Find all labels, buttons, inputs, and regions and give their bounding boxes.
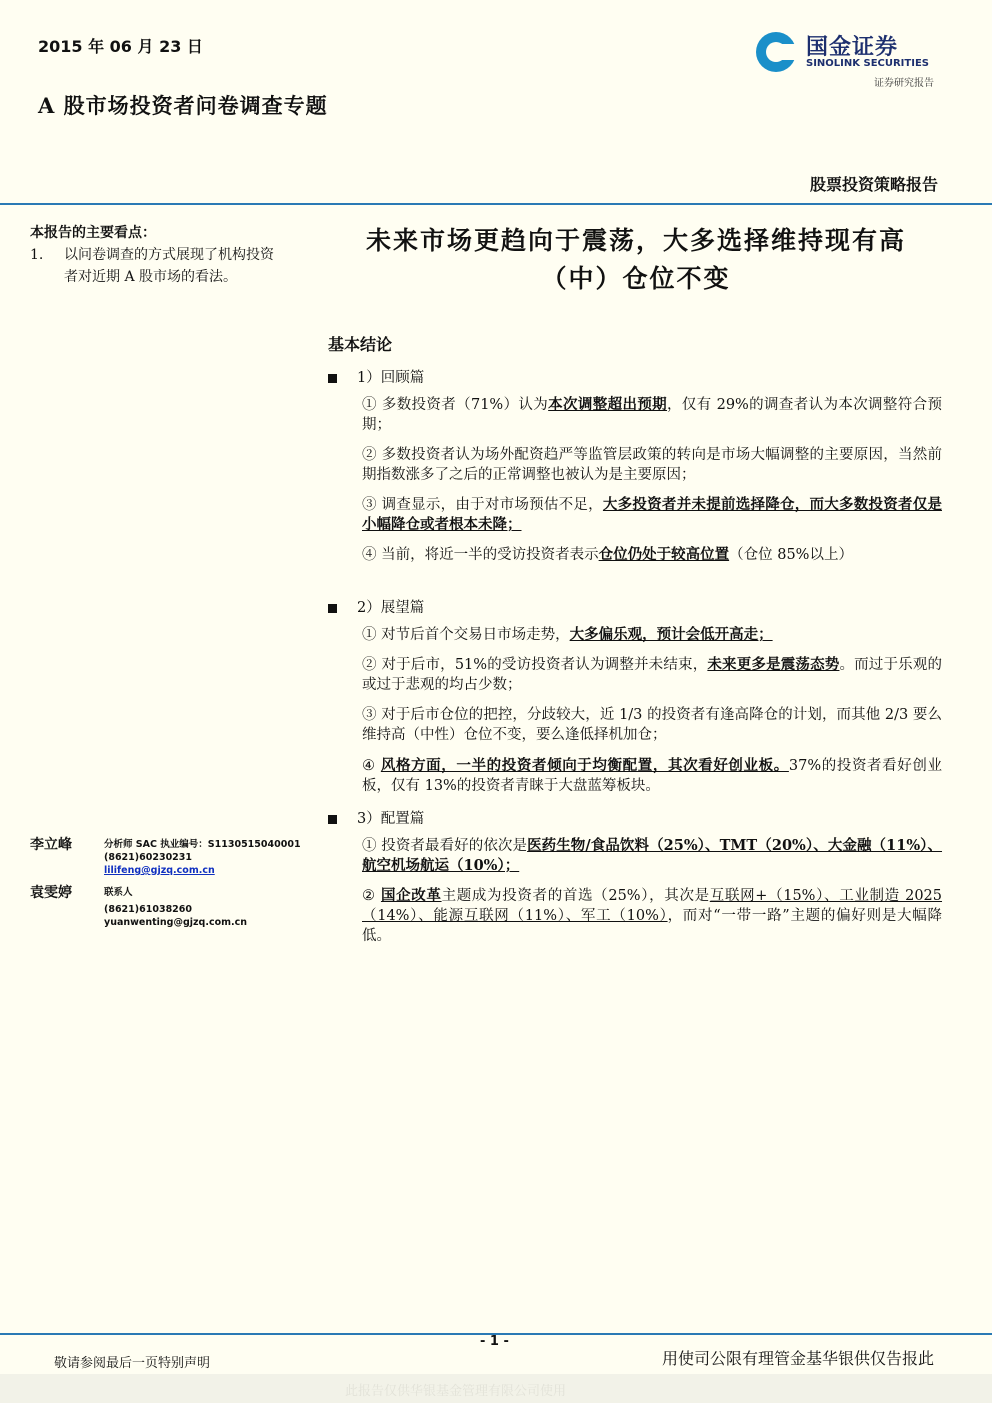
sidebar-item-text: 以问卷调查的方式展现了机构投资者对近期 A 股市场的看法。 (64, 247, 274, 285)
allocation-item-2: ② 国企改革主题成为投资者的首选（25%），其次是互联网+（15%）、工业制造 2025（14%）、能源互联网（11%）、军工（10%），而对“一带一路”主题的偏好则是大幅降低。 (362, 887, 943, 944)
logo-mark-icon (756, 32, 796, 72)
outlook-item-2: ② 对于后市，51%的受访投资者认为调整并未结束，未来更多是震荡态势。而过于乐观的或过于悲观的均占少数； (362, 656, 943, 693)
bullet-square-icon (328, 374, 337, 383)
author-email: yuanwenting@gjzq.com.cn (104, 917, 248, 928)
report-type: 股票投资策略报告 (809, 175, 938, 194)
author-info: 分析师 SAC 执业编号：S1130515040001 (8621)60230231 lilifeng@gjzq.com.cn (104, 839, 301, 876)
footer-watermark: 此报告仅供华银基金管理有限公司使用 (345, 1384, 567, 1399)
bullet-square-icon (328, 604, 337, 613)
report-subject: A 股市场投资者问卷调查专题 (38, 93, 328, 118)
section-label: 3）配置篇 (357, 811, 425, 827)
outlook-item-3: ③ 对于后市仓位的把控，分歧较大，近 1/3 的投资者有逢高降仓的计划，而其他 2/3 要么维持高（中性）仓位不变，要么逢低择机加仓； (362, 707, 942, 743)
section-allocation (328, 807, 424, 828)
review-item-4: ④ 当前，将近一半的受访投资者表示仓位仍处于较高位置（仓位 85%以上） (362, 546, 853, 563)
bullet-square-icon (328, 815, 337, 824)
author-name: 袁雯婷 (30, 885, 72, 901)
main-title-line1: 未来市场更趋向于震荡，大多选择维持现有高 (365, 226, 906, 255)
logo-en: SINOLINK SECURITIES (806, 58, 929, 69)
footer-note: 用使司公限有理管金基华银供仅告报此 (661, 1349, 934, 1368)
review-item-2: ② 多数投资者认为场外配资趋严等监管层政策的转向是市场大幅调整的主要原因，当然前期指数涨多了之后的正常调整也被认为是主要原因； (362, 447, 942, 483)
header-divider (0, 203, 992, 205)
company-logo (756, 30, 946, 94)
sidebar-item-num: 1. (30, 247, 44, 263)
author-name: 李立峰 (30, 837, 72, 853)
review-item-1: ① 多数投资者（71%）认为本次调整超出预期，仅有 29%的调查者认为本次调整符合预期； (362, 396, 942, 433)
footer-disclaimer: 敬请参阅最后一页特别声明 (54, 1356, 211, 1371)
main-title-line2: （中）仓位不变 (541, 264, 731, 293)
report-date: 2015 年 06 月 23 日 (38, 37, 203, 56)
section-review (328, 366, 424, 387)
author-info: 联系人 (8621)61038260 yuanwenting@gjzq.com.cn (104, 887, 248, 928)
outlook-item-4: ④ 风格方面，一半的投资者倾向于均衡配置，其次看好创业板。37%的投资者看好创业板，仅有 13%的投资者青睐于大盘蓝筹板块。 (362, 757, 943, 794)
section-title: 基本结论 (328, 335, 393, 354)
section-outlook (328, 596, 424, 617)
allocation-item-1: ① 投资者最看好的依次是医药生物/食品饮料（25%）、TMT（20%）、大金融（11%）、航空机场航运（10%）； (362, 837, 943, 874)
section-label: 1）回顾篇 (357, 370, 425, 386)
logo-sub: 证券研究报告 (874, 78, 934, 89)
main-title (330, 222, 942, 298)
page-number: - 1 - (480, 1334, 509, 1349)
sidebar-title: 本报告的主要看点： (30, 225, 156, 241)
review-item-3: ③ 调查显示，由于对市场预估不足，大多投资者并未提前选择降仓，而大多数投资者仅是小幅降仓或者根本未降； (362, 496, 942, 533)
author-email-link[interactable]: lilifeng@gjzq.com.cn (104, 865, 215, 876)
logo-cn: 国金证券 (806, 35, 899, 60)
section-label: 2）展望篇 (357, 600, 425, 616)
outlook-item-1: ① 对节后首个交易日市场走势，大多偏乐观，预计会低开高走； (362, 626, 773, 643)
